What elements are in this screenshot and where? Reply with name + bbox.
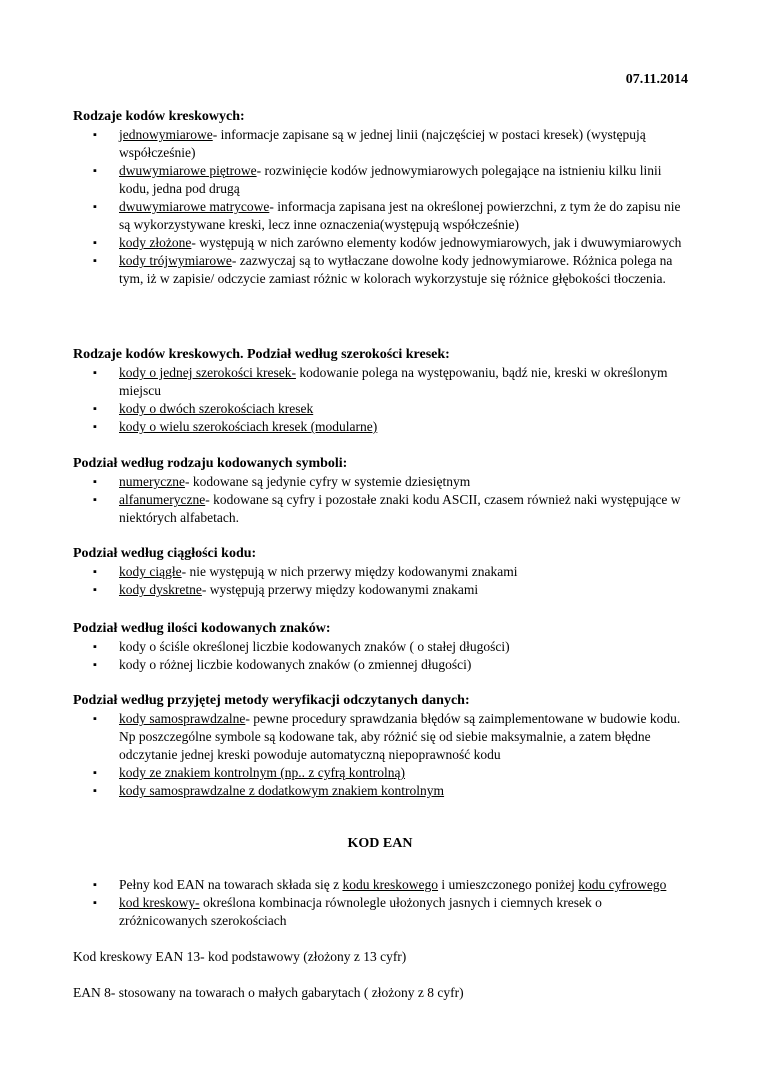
section-heading: Podział według ilości kodowanych znaków: — [73, 621, 331, 636]
section-verification — [73, 692, 693, 800]
section-heading: Podział według ciągłości kodu: — [73, 546, 257, 561]
list-item: ▪ Pełny kod EAN na towarach składa się z kodu kreskowego i umieszczonego poniżej kodu cyfrowego — [73, 876, 693, 894]
section-ean — [73, 876, 693, 930]
list-item: ▪ kody o dwóch szerokościach kresek — [73, 400, 693, 418]
list-item: ▪ dwuwymiarowe matrycowe- informacja zapisana jest na określonej powierzchni, z tym że do zapisu nie są wykorzystywane kreski, lecz inne oznaczenia(występują współcześnie) — [73, 198, 693, 234]
section-symbols — [73, 455, 693, 527]
list-item: ▪ kody o jednej szerokości kresek- kodowanie polega na występowaniu, bądź nie, kreski w określonym miejscu — [73, 364, 693, 400]
link-kod-cyfrowy[interactable]: kodu cyfrowego — [578, 877, 667, 892]
section-types — [73, 108, 693, 288]
list-item: ▪ kody złożone- występują w nich zarówno elementy kodów jednowymiarowych, jak i dwuwymiarowych — [73, 234, 693, 252]
section-heading: Podział według przyjętej metody weryfikacji odczytanych danych: — [73, 693, 470, 708]
ean-title: KOD EAN — [347, 836, 413, 851]
list-item: ▪ kody dyskretne- występują przerwy między kodowanymi znakami — [73, 581, 693, 599]
ean13-line: Kod kreskowy EAN 13- kod podstawowy (złożony z 13 cyfr) — [73, 949, 407, 964]
section-heading: Rodzaje kodów kreskowych: — [73, 109, 245, 124]
section-count — [73, 620, 693, 674]
list-item: ▪ jednowymiarowe- informacje zapisane są w jednej linii (najczęściej w postaci kresek) (występują współcześnie) — [73, 126, 693, 162]
list-item: ▪ kody o wielu szerokościach kresek (modularne) — [73, 418, 693, 436]
section-width — [73, 346, 693, 436]
list-item: ▪ kody ciągłe- nie występują w nich przerwy między kodowanymi znakami — [73, 563, 693, 581]
document-date: 07.11.2014 — [625, 72, 688, 87]
section-continuity — [73, 545, 693, 599]
list-item: ▪ kod kreskowy- określona kombinacja równolegle ułożonych jasnych i ciemnych kresek o zróżnicowanych szerokościach — [73, 894, 693, 930]
list-item: ▪ kody samosprawdzalne- pewne procedury sprawdzania błędów są zaimplementowane w budowie kodu. Np poszczególne symbole są kodowane tak, aby różnić się od siebie maksymalnie, a zatem błędne odczytanie jednej kreski powoduje automatyczną niepoprawność kodu — [73, 710, 693, 764]
section-heading: Podział według rodzaju kodowanych symboli: — [73, 456, 348, 471]
list-item: ▪ kody samosprawdzalne z dodatkowym znakiem kontrolnym — [73, 782, 693, 800]
section-heading: Rodzaje kodów kreskowych. Podział według szerokości kresek: — [73, 347, 450, 362]
list-item: ▪ kody o ściśle określonej liczbie kodowanych znaków ( o stałej długości) — [73, 638, 693, 656]
list-item: ▪ dwuwymiarowe piętrowe- rozwinięcie kodów jednowymiarowych polegające na istnieniu kilku linii kodu, jedna pod drugą — [73, 162, 693, 198]
list-item: ▪ numeryczne- kodowane są jedynie cyfry w systemie dziesiętnym — [73, 473, 693, 491]
list-item: ▪ alfanumeryczne- kodowane są cyfry i pozostałe znaki kodu ASCII, czasem również naki występujące w niektórych alfabetach. — [73, 491, 693, 527]
list-item: ▪ kody trójwymiarowe- zazwyczaj są to wytłaczane dowolne kody jednowymiarowe. Różnica polega na tym, iż w zapisie/ odczycie zamiast różnic w kolorach wykorzystuje się różnice głębokości tłoczenia. — [73, 252, 693, 288]
list-item: ▪ kody o różnej liczbie kodowanych znaków (o zmiennej długości) — [73, 656, 693, 674]
ean8-line: EAN 8- stosowany na towarach o małych gabarytach ( złożony z 8 cyfr) — [73, 985, 464, 1000]
link-kod-kreskowy[interactable]: kodu kreskowego — [342, 877, 439, 892]
list-item: ▪ kody ze znakiem kontrolnym (np.. z cyfrą kontrolną) — [73, 764, 693, 782]
